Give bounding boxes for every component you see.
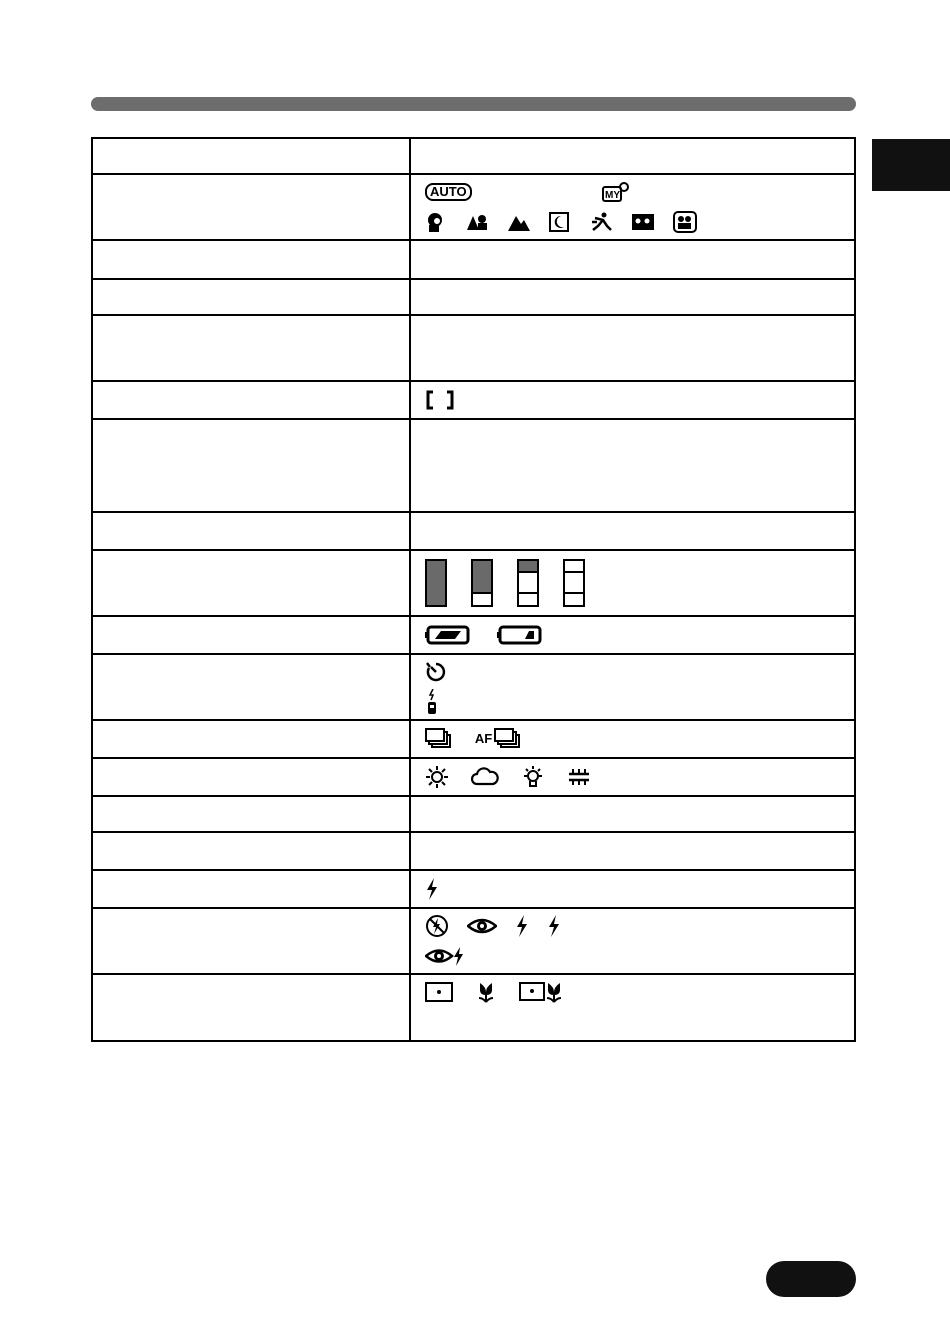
- table-cell: [92, 832, 410, 870]
- table-row: [92, 616, 855, 654]
- spot-macro-icon: [519, 981, 565, 1003]
- memory-gauge-empty-icon: [563, 559, 585, 607]
- table-cell: [410, 419, 855, 512]
- red-eye-reduction-icon: [467, 916, 497, 936]
- sports-icon: [589, 212, 613, 232]
- table-cell: [92, 174, 410, 240]
- table-cell: [410, 240, 855, 279]
- movie-mode-icon: [673, 211, 697, 233]
- table-cell: [92, 315, 410, 381]
- memory-gauge-mid-icon: [517, 559, 539, 607]
- table-cell: [410, 512, 855, 550]
- af-target-mark-icon: [425, 390, 455, 410]
- battery-full-icon: [425, 625, 471, 645]
- table-cell: [410, 279, 855, 315]
- group-scene-icon: [631, 212, 655, 232]
- sequential-shooting-icon: [425, 728, 453, 750]
- table-cell: [92, 654, 410, 720]
- table-cell: [410, 174, 855, 240]
- table-cell: [92, 758, 410, 796]
- table-cell: [92, 796, 410, 832]
- flash-off-icon: [425, 914, 449, 938]
- table-cell: [410, 832, 855, 870]
- table-row: [92, 654, 855, 720]
- table-row: [92, 240, 855, 279]
- table-row: [92, 512, 855, 550]
- table-cell: [410, 870, 855, 908]
- landscape-icon: [507, 212, 531, 232]
- table-cell: [410, 758, 855, 796]
- table-cell: [92, 974, 410, 1041]
- table-row: [92, 550, 855, 616]
- table-cell: [410, 654, 855, 720]
- section-tab: [872, 139, 950, 191]
- table-row: [92, 796, 855, 832]
- table-cell: [92, 550, 410, 616]
- wb-tungsten-icon: [521, 765, 545, 789]
- landscape-portrait-icon: [465, 212, 489, 232]
- table-cell: [92, 908, 410, 974]
- table-cell: [92, 419, 410, 512]
- table-cell: [92, 616, 410, 654]
- table-cell: [92, 381, 410, 419]
- af-sequential-icon: AF: [475, 728, 522, 750]
- table-cell: [410, 315, 855, 381]
- table-row: [92, 832, 855, 870]
- memory-gauge-high-icon: [471, 559, 493, 607]
- page-number-badge: [766, 1261, 856, 1297]
- header-rule: [91, 97, 856, 111]
- memory-gauge-full-icon: [425, 559, 447, 607]
- wb-fluorescent-icon: [567, 766, 591, 788]
- remote-control-icon: [425, 689, 439, 715]
- table-cell: [410, 974, 855, 1041]
- table-row: [92, 174, 855, 240]
- auto-mode-icon: AUTO: [425, 183, 472, 201]
- slow-sync-flash-icon: [547, 915, 561, 937]
- svg-text:MY: MY: [604, 190, 620, 201]
- table-cell: [92, 138, 410, 174]
- table-row: [92, 381, 855, 419]
- table-row: [92, 720, 855, 758]
- table-row: [92, 279, 855, 315]
- self-timer-icon: [425, 661, 447, 683]
- table-row: [92, 315, 855, 381]
- table-cell: [92, 240, 410, 279]
- table-cell: [410, 720, 855, 758]
- my-mode-icon: [602, 181, 630, 203]
- table-row: [92, 908, 855, 974]
- table-row: [92, 419, 855, 512]
- table-cell: [410, 550, 855, 616]
- table-cell: [410, 138, 855, 174]
- indicator-table: [91, 137, 856, 1042]
- table-cell: [410, 381, 855, 419]
- table-row: [92, 758, 855, 796]
- table-cell: [92, 279, 410, 315]
- table-row: [92, 138, 855, 174]
- table-row: [92, 974, 855, 1041]
- flash-standby-icon: [425, 878, 439, 900]
- portrait-icon: [425, 212, 447, 232]
- table-row: [92, 870, 855, 908]
- macro-icon: [475, 981, 497, 1003]
- battery-low-icon: [497, 625, 543, 645]
- wb-cloudy-icon: [471, 766, 499, 788]
- table-cell: [410, 908, 855, 974]
- spot-metering-icon: [425, 982, 453, 1002]
- fill-in-flash-icon: [515, 915, 529, 937]
- table-cell: [92, 512, 410, 550]
- red-eye-flash-icon: [425, 945, 465, 967]
- table-cell: [410, 616, 855, 654]
- night-scene-icon: [549, 212, 571, 232]
- table-cell: [92, 870, 410, 908]
- table-cell: [92, 720, 410, 758]
- wb-sunny-icon: [425, 765, 449, 789]
- table-cell: [410, 796, 855, 832]
